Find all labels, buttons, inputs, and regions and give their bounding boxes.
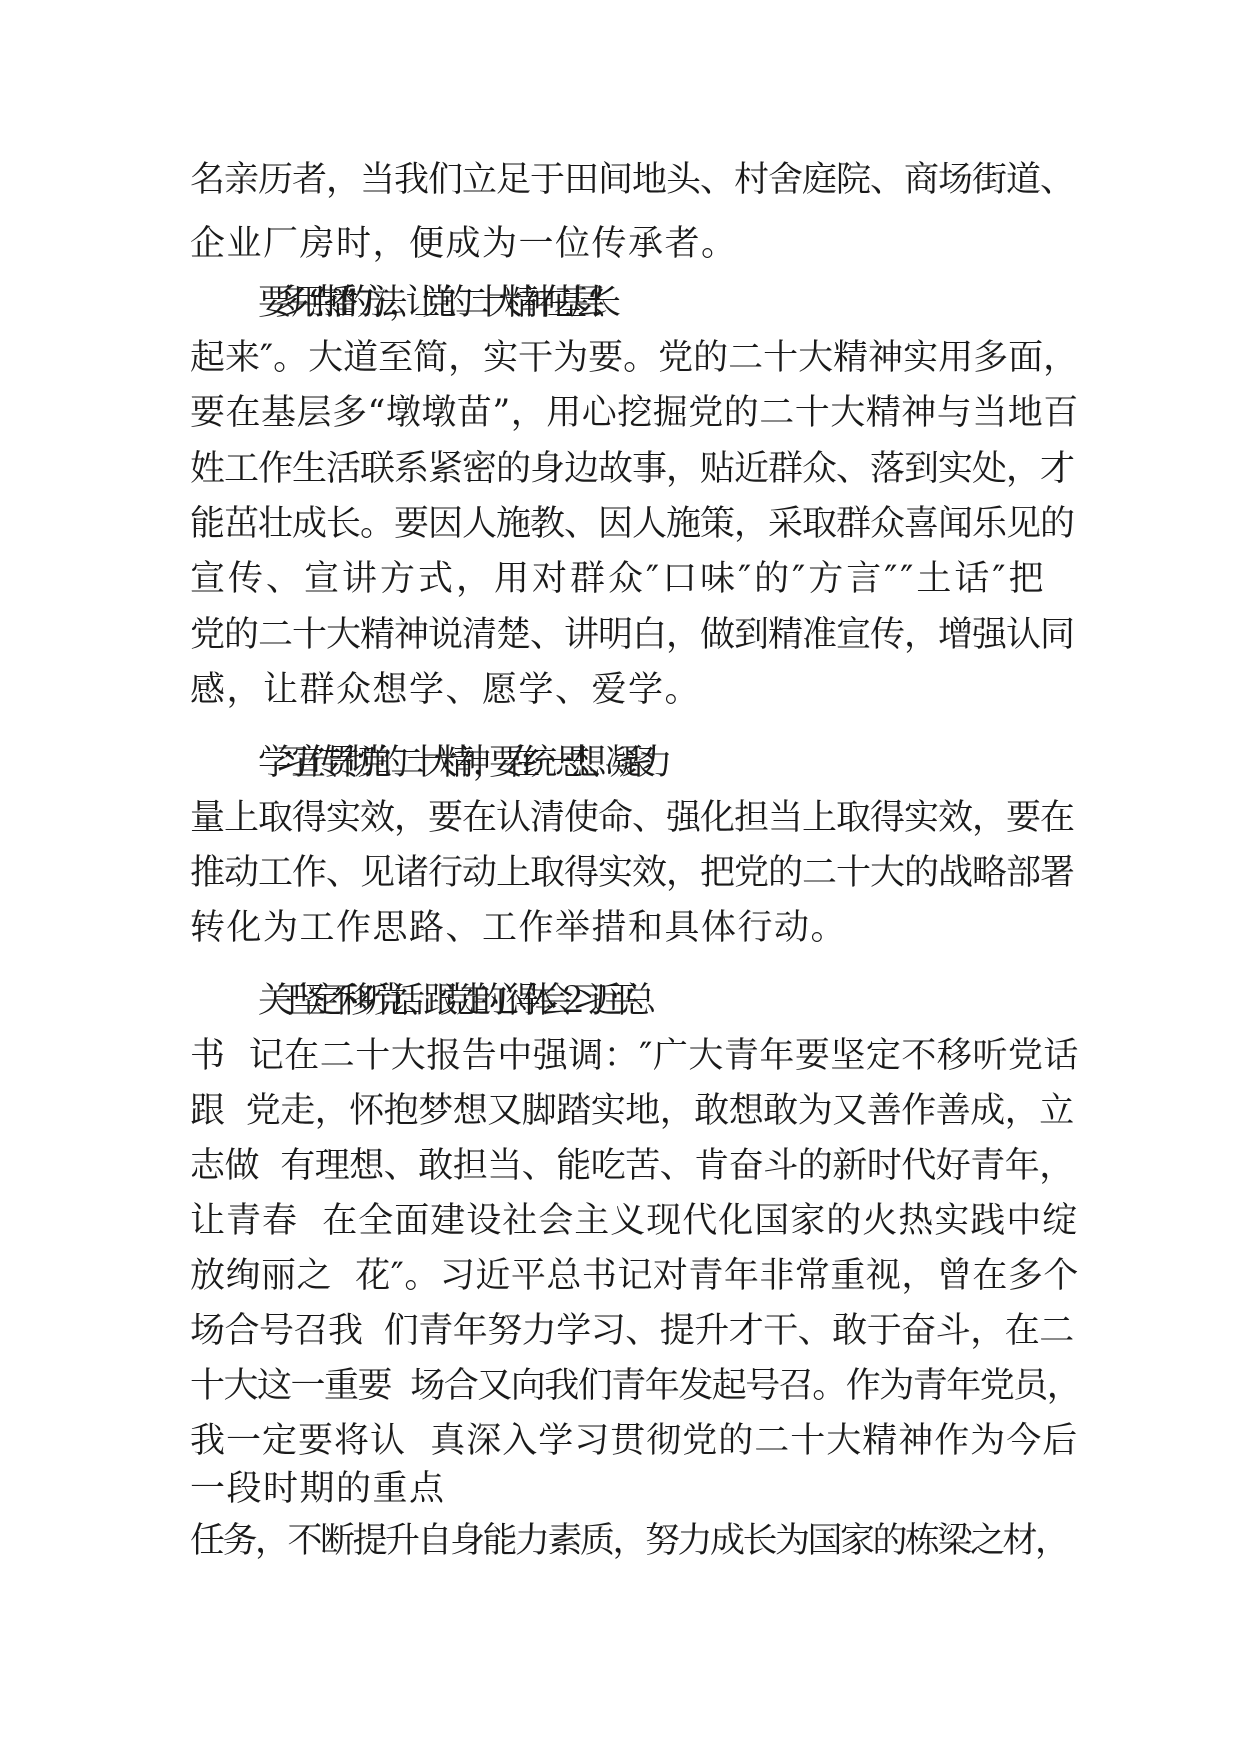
paragraph-2-line-5: 能茁壮成长。要因人施教、因人施策，采取群众喜闻乐见的 xyxy=(190,504,1075,544)
paragraph-2-line-7: 党的二十大精神说清楚、讲明白，做到精准宣传，增强认同 xyxy=(190,615,1075,655)
paragraph-4-line-7: 场合号召我 们青年努力学习、提升才干、敢于奋斗，在二 xyxy=(190,1311,1074,1351)
paragraph-4-line-5: 让青春 在全面建设社会主义现代化国家的火热实践中绽 xyxy=(190,1201,1079,1241)
paragraph-2-line-3: 要在基层多“墩墩苗”，用心挖掘党的二十大精神与当地百 xyxy=(190,393,1079,433)
paragraph-4-line-9: 我一定要将认 真深入学习贯彻党的二十大精神作为今后 xyxy=(190,1421,1079,1461)
paragraph-4-line-11: 任务，不断提升自身能力素质，努力成长为国家的栋梁之材， xyxy=(190,1521,1068,1561)
paragraph-1-line-1: 名亲历者，当我们立足于田间地头、村舍庭院、商场街道、 xyxy=(190,160,1075,200)
paragraph-2-line-6: 宣传、宣讲方式，用对群众″口味″的″方言″″土话″把 xyxy=(190,559,1047,599)
paragraph-3-line-1: 学习宣传贯彻党的二十大精神，要在统一思想、凝聚力 xyxy=(258,743,655,783)
paragraph-3-line-2: 量上取得实效，要在认清使命、强化担当上取得实效，要在 xyxy=(190,798,1075,838)
paragraph-4-line-8: 十大这一重要 场合又向我们青年发起号召。作为青年党员， xyxy=(190,1366,1081,1406)
paragraph-1-line-2: 企业厂房时，便成为一位传承者。 xyxy=(190,224,738,264)
paragraph-2-line-4: 姓工作生活联系紧密的身边故事，贴近群众、落到实处，才 xyxy=(190,449,1075,489)
paragraph-2-line-1: 要多用“点播”的方法，让党的二十大精神在基层“长 xyxy=(258,283,603,323)
paragraph-3-line-4: 转化为工作思路、工作举措和具体行动。 xyxy=(190,908,848,948)
paragraph-4-line-4: 志做 有理想、敢担当、能吃苦、肯奋斗的新时代好青年， xyxy=(190,1146,1074,1186)
paragraph-4-line-6: 放绚丽之 花″。习近平总书记对青年非常重视，曾在多个 xyxy=(190,1256,1079,1296)
paragraph-4-line-1: 关于坚定不移听党话、跟党走的心得体会２习近平总 xyxy=(258,981,638,1021)
paragraph-4-line-3: 跟 党走，怀抱梦想又脚踏实地，敢想敢为又善作善成，立 xyxy=(190,1091,1074,1131)
paragraph-2-line-8: 感，让群众想学、愿学、爱学。 xyxy=(190,670,702,710)
paragraph-4-line-2: 书 记在二十大报告中强调：″广大青年要坚定不移听党话 xyxy=(190,1036,1079,1076)
paragraph-3-line-3: 推动工作、见诸行动上取得实效，把党的二十大的战略部署 xyxy=(190,853,1075,893)
paragraph-2-line-2: 起来″。大道至简，实干为要。党的二十大精神实用多面， xyxy=(190,338,1079,378)
paragraph-4-line-10: 一段时期的重点 xyxy=(190,1469,446,1509)
